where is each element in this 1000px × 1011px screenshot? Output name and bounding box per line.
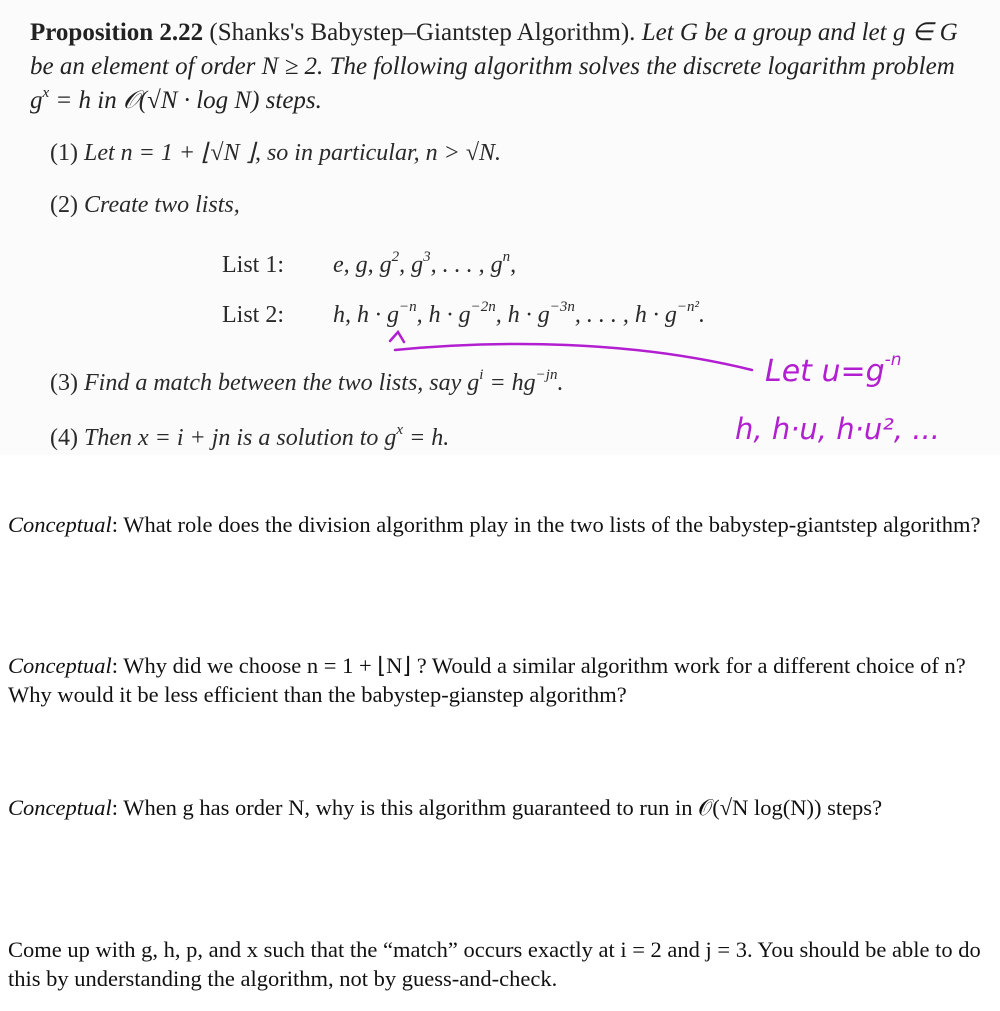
list-1 — [222, 249, 517, 279]
question-lead: Conceptual — [8, 795, 112, 820]
question-text: Come up with g, h, p, and x such that the “match” occurs exactly at i = 2 and j = 3. You should be able to do this by understanding the algorithm, not by guess-and-check. — [8, 937, 981, 991]
step-2 — [50, 192, 240, 219]
list-2-exp: −n² — [676, 299, 699, 315]
proposition-statement: Let G be a group and let g ∈ G be an element of order N ≥ 2. The following algorithm solves the discrete logarithm problem g — [30, 19, 958, 114]
proposition-exp: x — [42, 85, 50, 101]
question-lead: Conceptual — [8, 512, 112, 537]
list-2-label: List 2: — [222, 302, 285, 328]
step-3-exp: −jn — [535, 367, 558, 383]
step-4-exp: x — [396, 422, 404, 438]
list-1-part: e, g, g — [333, 252, 392, 278]
step-4-text: = h. — [403, 425, 450, 451]
question-3 — [8, 793, 983, 822]
list-1-part: , . . . , g — [430, 252, 503, 278]
question-2 — [8, 651, 983, 709]
step-3-number: (3) — [50, 370, 78, 396]
proposition-title: (Shanks's Babystep–Giantstep Algorithm). — [209, 19, 636, 46]
list-2-part: . — [699, 302, 705, 328]
list-1-exp: n — [502, 249, 511, 265]
list-2-exp: −2n — [470, 299, 496, 315]
proposition-heading: Proposition 2.22 — [30, 19, 204, 46]
annotation-exp: -n — [884, 350, 902, 370]
question-1 — [8, 510, 983, 539]
question-text: : When g has order N, why is this algorithm guaranteed to run in 𝒪(√N log(N)) steps? — [111, 795, 883, 820]
step-2-text: Create two lists, — [83, 192, 240, 218]
question-lead: Conceptual — [8, 653, 112, 678]
question-text: : What role does the division algorithm play in the two lists of the babystep-giantstep algorithm? — [111, 512, 981, 537]
step-3-text: . — [557, 370, 564, 396]
step-4-text: Then x = i + jn is a solution to g — [83, 425, 397, 451]
step-2-number: (2) — [50, 192, 78, 218]
list-2-part: , . . . , h · g — [574, 302, 677, 328]
step-3 — [50, 367, 564, 397]
list-1-part: , g — [399, 252, 424, 278]
list-2-exp: −3n — [549, 299, 575, 315]
proposition-statement-end: = h in 𝒪(√N · log N) steps. — [49, 87, 322, 114]
step-1-text: Let n = 1 + ⌊√N ⌋, so in particular, n > √N. — [83, 140, 502, 166]
step-3-exp: i — [479, 367, 484, 383]
question-4 — [8, 935, 983, 993]
question-text: : Why did we choose n = 1 + ⌊N⌋ ? Would a similar algorithm work for a different choice of n? Why would it be less efficient than the babystep-gianstep algorithm? — [8, 653, 966, 707]
list-1-part: , — [510, 252, 517, 278]
list-2 — [222, 299, 705, 329]
step-4-number: (4) — [50, 425, 78, 451]
step-3-text: Find a match between the two lists, say g — [83, 370, 480, 396]
list-1-label: List 1: — [222, 252, 285, 278]
step-1-number: (1) — [50, 140, 78, 166]
step-4 — [50, 422, 450, 452]
list-2-part: , h · g — [495, 302, 550, 328]
annotation-text: Let u=g — [765, 354, 885, 389]
list-1-exp: 2 — [391, 249, 400, 265]
list-1-exp: 3 — [423, 249, 431, 265]
proposition-block — [30, 16, 965, 118]
list-2-exp: −n — [399, 299, 417, 315]
step-3-text: = hg — [483, 370, 536, 396]
handwritten-annotation-line-1 — [765, 350, 902, 389]
list-2-part: h, h · g — [333, 302, 399, 328]
step-1 — [50, 138, 501, 167]
list-2-part: , h · g — [416, 302, 471, 328]
handwritten-annotation-line-2: h, h·u, h·u², ... — [735, 412, 940, 446]
